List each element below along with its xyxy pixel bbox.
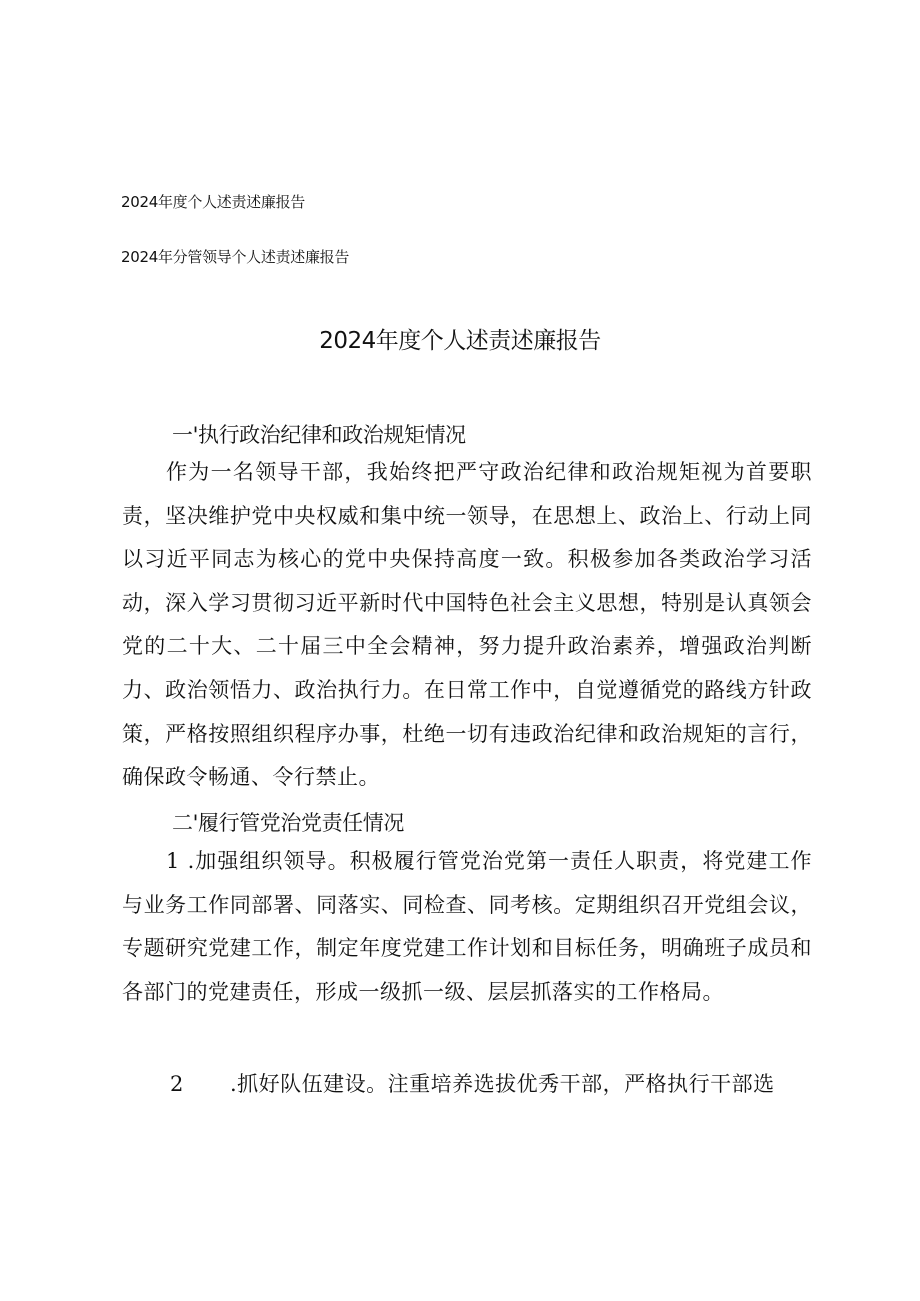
section-2-item-2: [122, 1063, 812, 1107]
document-title: 2024年度个人述责述廉报告: [319, 328, 601, 354]
toc-link-annual-report[interactable]: 2024年度个人述责述廉报告: [121, 193, 305, 211]
section-heading-1: 一'执行政治纪律和政治规矩情况: [172, 423, 466, 447]
section-2-item-1: 1 .加强组织领导。积极履行管党治党第一责任人职责，将党建工作与业务工作同部署、同落实、同检查、同考核。定期组织召开党组会议，专题研究党建工作，制定年度党建工作计划和目标任务，明确班子成员和各部门的党建责任，形成一级抓一级、层层抓落实的工作格局。: [122, 849, 812, 1004]
item-2-number: 2: [170, 1072, 184, 1096]
toc-link-leader-report[interactable]: 2024年分管领导个人述责述廉报告: [121, 248, 350, 266]
section-1-paragraph: 作为一名领导干部，我始终把严守政治纪律和政治规矩视为首要职责，坚决维护党中央权威和集中统一领导，在思想上、政治上、行动上同以习近平同志为核心的党中央保持高度一致。积极参加各类政治学习活动，深入学习贯彻习近平新时代中国特色社会主义思想，特别是认真领会党的二十大、二十届三中全会精神，努力提升政治素养，增强政治判断力、政治领悟力、政治执行力。在日常工作中，自觉遵循党的路线方针政策，严格按照组织程序办事，杜绝一切有违政治纪律和政治规矩的言行，确保政令畅通、令行禁止。: [122, 460, 812, 790]
section-heading-2: 二'履行管党治党责任情况: [172, 811, 404, 835]
item-2-text: .抓好队伍建设。注重培养选拔优秀干部，严格执行干部选: [230, 1072, 775, 1096]
